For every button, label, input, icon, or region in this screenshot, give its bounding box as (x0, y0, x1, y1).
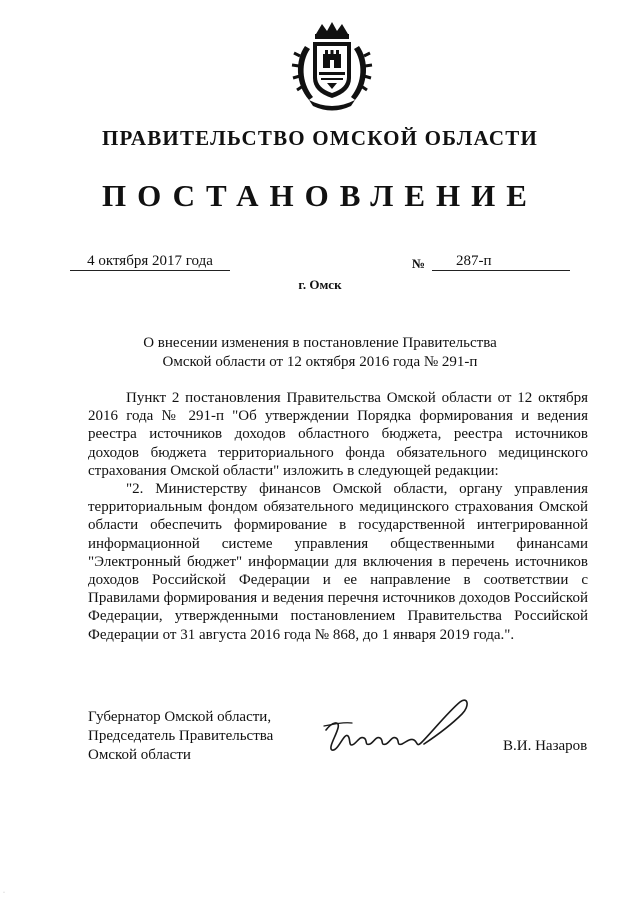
signer-title-line-2: Председатель Правительства (88, 728, 274, 744)
organization-title: ПРАВИТЕЛЬСТВО ОМСКОЙ ОБЛАСТИ (101, 126, 538, 150)
signer-title-line-3: Омской области (88, 747, 191, 763)
coat-of-arms-icon (291, 20, 373, 112)
document-city: г. Омск (298, 277, 342, 292)
document-date: 4 октября 2017 года (70, 252, 230, 271)
document-number: 287-п (432, 252, 570, 271)
signer-title (88, 708, 273, 765)
subject-line-2: Омской области от 12 октября 2016 года № 291-п (162, 354, 478, 370)
document-body (88, 389, 588, 644)
body-paragraph-2: "2. Министерству финансов Омской области, органу управления территориальным фондом обязательного медицинского страхования Омской области обеспечить формирование в государственной интегрированной информационной системе управления общественными финансами "Электронный бюджет" информации для включения в перечень источников доходов Российской Федерации и ее направление в соответствии с Правилами формирования и ведения перечня источников доходов Российской Федерации, утвержденными постановлением Правительства Российской Федерации от 31 августа 2016 года № 868, до 1 января 2019 года.". (88, 481, 588, 643)
document-subject (0, 334, 640, 372)
document-type-title: ПОСТАНОВЛЕНИЕ (102, 178, 538, 213)
signer-title-line-1: Губернатор Омской области, (88, 709, 272, 725)
margin-mark: · (3, 890, 5, 896)
subject-line-1: О внесении изменения в постановление Правительства (143, 335, 497, 351)
signer-name: В.И. Назаров (503, 738, 588, 754)
number-label: № (412, 256, 426, 271)
handwritten-signature-icon (318, 692, 478, 762)
body-paragraph-1: Пункт 2 постановления Правительства Омской области от 12 октября 2016 года № 291-п "Об утверждении Порядка формирования и ведения реестра источников доходов областного бюджета, реестра источников доходов бюджета территориального фонда обязательного медицинского страхования Омской области" изложить в следующей редакции: (88, 390, 588, 479)
